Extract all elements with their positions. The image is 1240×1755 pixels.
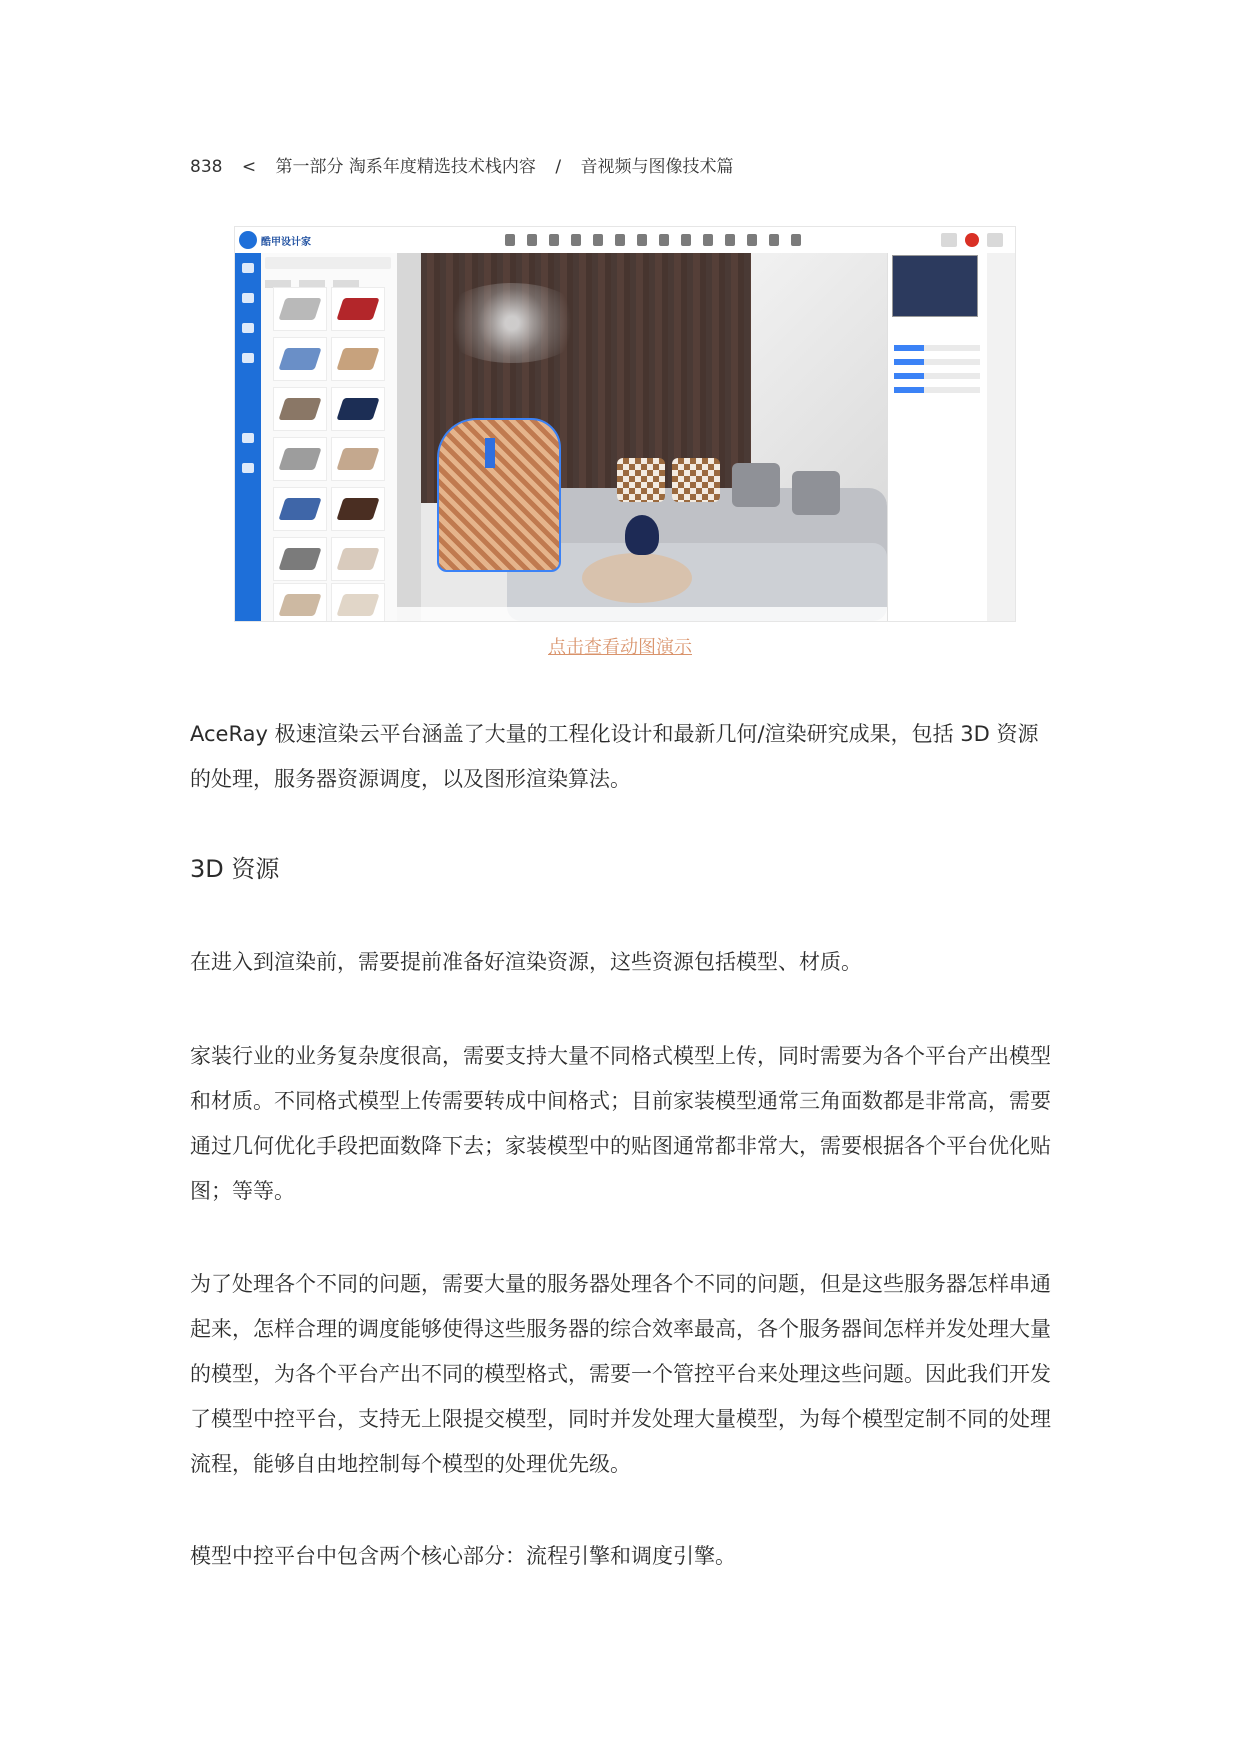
chandelier [437, 283, 587, 363]
section-title: 音视频与图像技术篇 [580, 157, 734, 177]
plaid-pillow [617, 458, 665, 502]
paragraph-complexity: 家装行业的业务复杂度很高，需要支持大量不同格式模型上传，同时需要为各个平台产出模型和材质。不同格式模型上传需要转成中间格式；目前家装模型通常三角面数都是非常高，需要通过几何优化手段把面数降下去；家装模型中的贴图通常都非常大，需要根据各个平台优化贴图；等等。 [190, 1044, 1051, 1203]
toolbar-tool-icon [791, 234, 801, 246]
toolbar-icons [505, 231, 813, 250]
toolbar-tool-icon [615, 234, 625, 246]
nav-icon [242, 293, 254, 303]
toolbar-tool-icon [659, 234, 669, 246]
paragraph-resources: 在进入到渲染前，需要提前准备好渲染资源，这些资源包括模型、材质。 [190, 950, 862, 974]
paragraph-intro: AceRay 极速渲染云平台涵盖了大量的工程化设计和最新几何/渲染研究成果，包括 3D 资源的处理，服务器资源调度，以及图形渲染算法。 [190, 722, 1039, 791]
nav-icon [242, 323, 254, 333]
toolbar-tool-icon [769, 234, 779, 246]
grey-pillow [732, 463, 780, 507]
save-icon [987, 233, 1003, 247]
model-filter-tabs [265, 273, 391, 283]
part-label: 第一部分 [275, 157, 344, 177]
viewport-bottom-bar [397, 607, 887, 621]
plaid-pillow [672, 458, 720, 502]
running-header [190, 152, 733, 177]
toolbar-tool-icon [571, 234, 581, 246]
left-nav-sidebar [235, 253, 261, 621]
page-number: 838 [190, 157, 223, 177]
move-gizmo-arrow [485, 438, 495, 468]
toolbar-right-group [933, 232, 1003, 251]
toolbar-tool-icon [593, 234, 603, 246]
app-screenshot-figure [234, 226, 1016, 622]
chevron-left-icon: < [241, 157, 257, 177]
toolbar-tool-icon [637, 234, 647, 246]
section-heading: 3D 资源 [190, 855, 280, 883]
paragraph-core-parts: 模型中控平台中包含两个核心部分：流程引擎和调度引擎。 [190, 1544, 736, 1568]
coffee-table [582, 553, 692, 603]
toolbar-tool-icon [703, 234, 713, 246]
3d-viewport [397, 253, 887, 621]
nav-icon [242, 353, 254, 363]
grey-pillow [792, 471, 840, 515]
model-search-box [265, 257, 391, 269]
book-title: 淘系年度精选技术栈内容 [348, 157, 536, 177]
toolbar-tool-icon [505, 234, 515, 246]
nav-icon [242, 463, 254, 473]
header-divider: / [555, 157, 562, 177]
figure-caption-link[interactable]: 点击查看动图演示 [548, 637, 692, 658]
notification-icon [965, 233, 979, 247]
right-toolstrip [987, 253, 1015, 621]
toolbar-tool-icon [747, 234, 757, 246]
app-title: 酷甲设计家 [261, 237, 311, 248]
toolbar-tool-icon [527, 234, 537, 246]
app-toolbar [235, 227, 1015, 254]
paragraph-platform: 为了处理各个不同的问题，需要大量的服务器处理各个不同的问题，但是这些服务器怎样串通起来，怎样合理的调度能够使得这些服务器的综合效率最高，各个服务器间怎样并发处理大量的模型，为各个平台产出不同的模型格式，需要一个管控平台来处理这些问题。因此我们开发了模型中控平台，支持无上限提交模型，同时并发处理大量模型，为每个模型定制不同的处理流程，能够自由地控制每个模型的处理优先级。 [190, 1272, 1051, 1476]
side-wall [397, 253, 421, 621]
user-menu-icon [941, 233, 957, 247]
model-library-panel [261, 253, 398, 621]
selected-chair-model [437, 418, 561, 572]
properties-panel [887, 253, 988, 621]
nav-icon [242, 433, 254, 443]
floor-plan-minimap [892, 255, 978, 317]
app-logo-icon [239, 231, 257, 249]
toolbar-tool-icon [725, 234, 735, 246]
vase [625, 515, 659, 555]
toolbar-tool-icon [681, 234, 691, 246]
nav-icon [242, 263, 254, 273]
toolbar-tool-icon [549, 234, 559, 246]
